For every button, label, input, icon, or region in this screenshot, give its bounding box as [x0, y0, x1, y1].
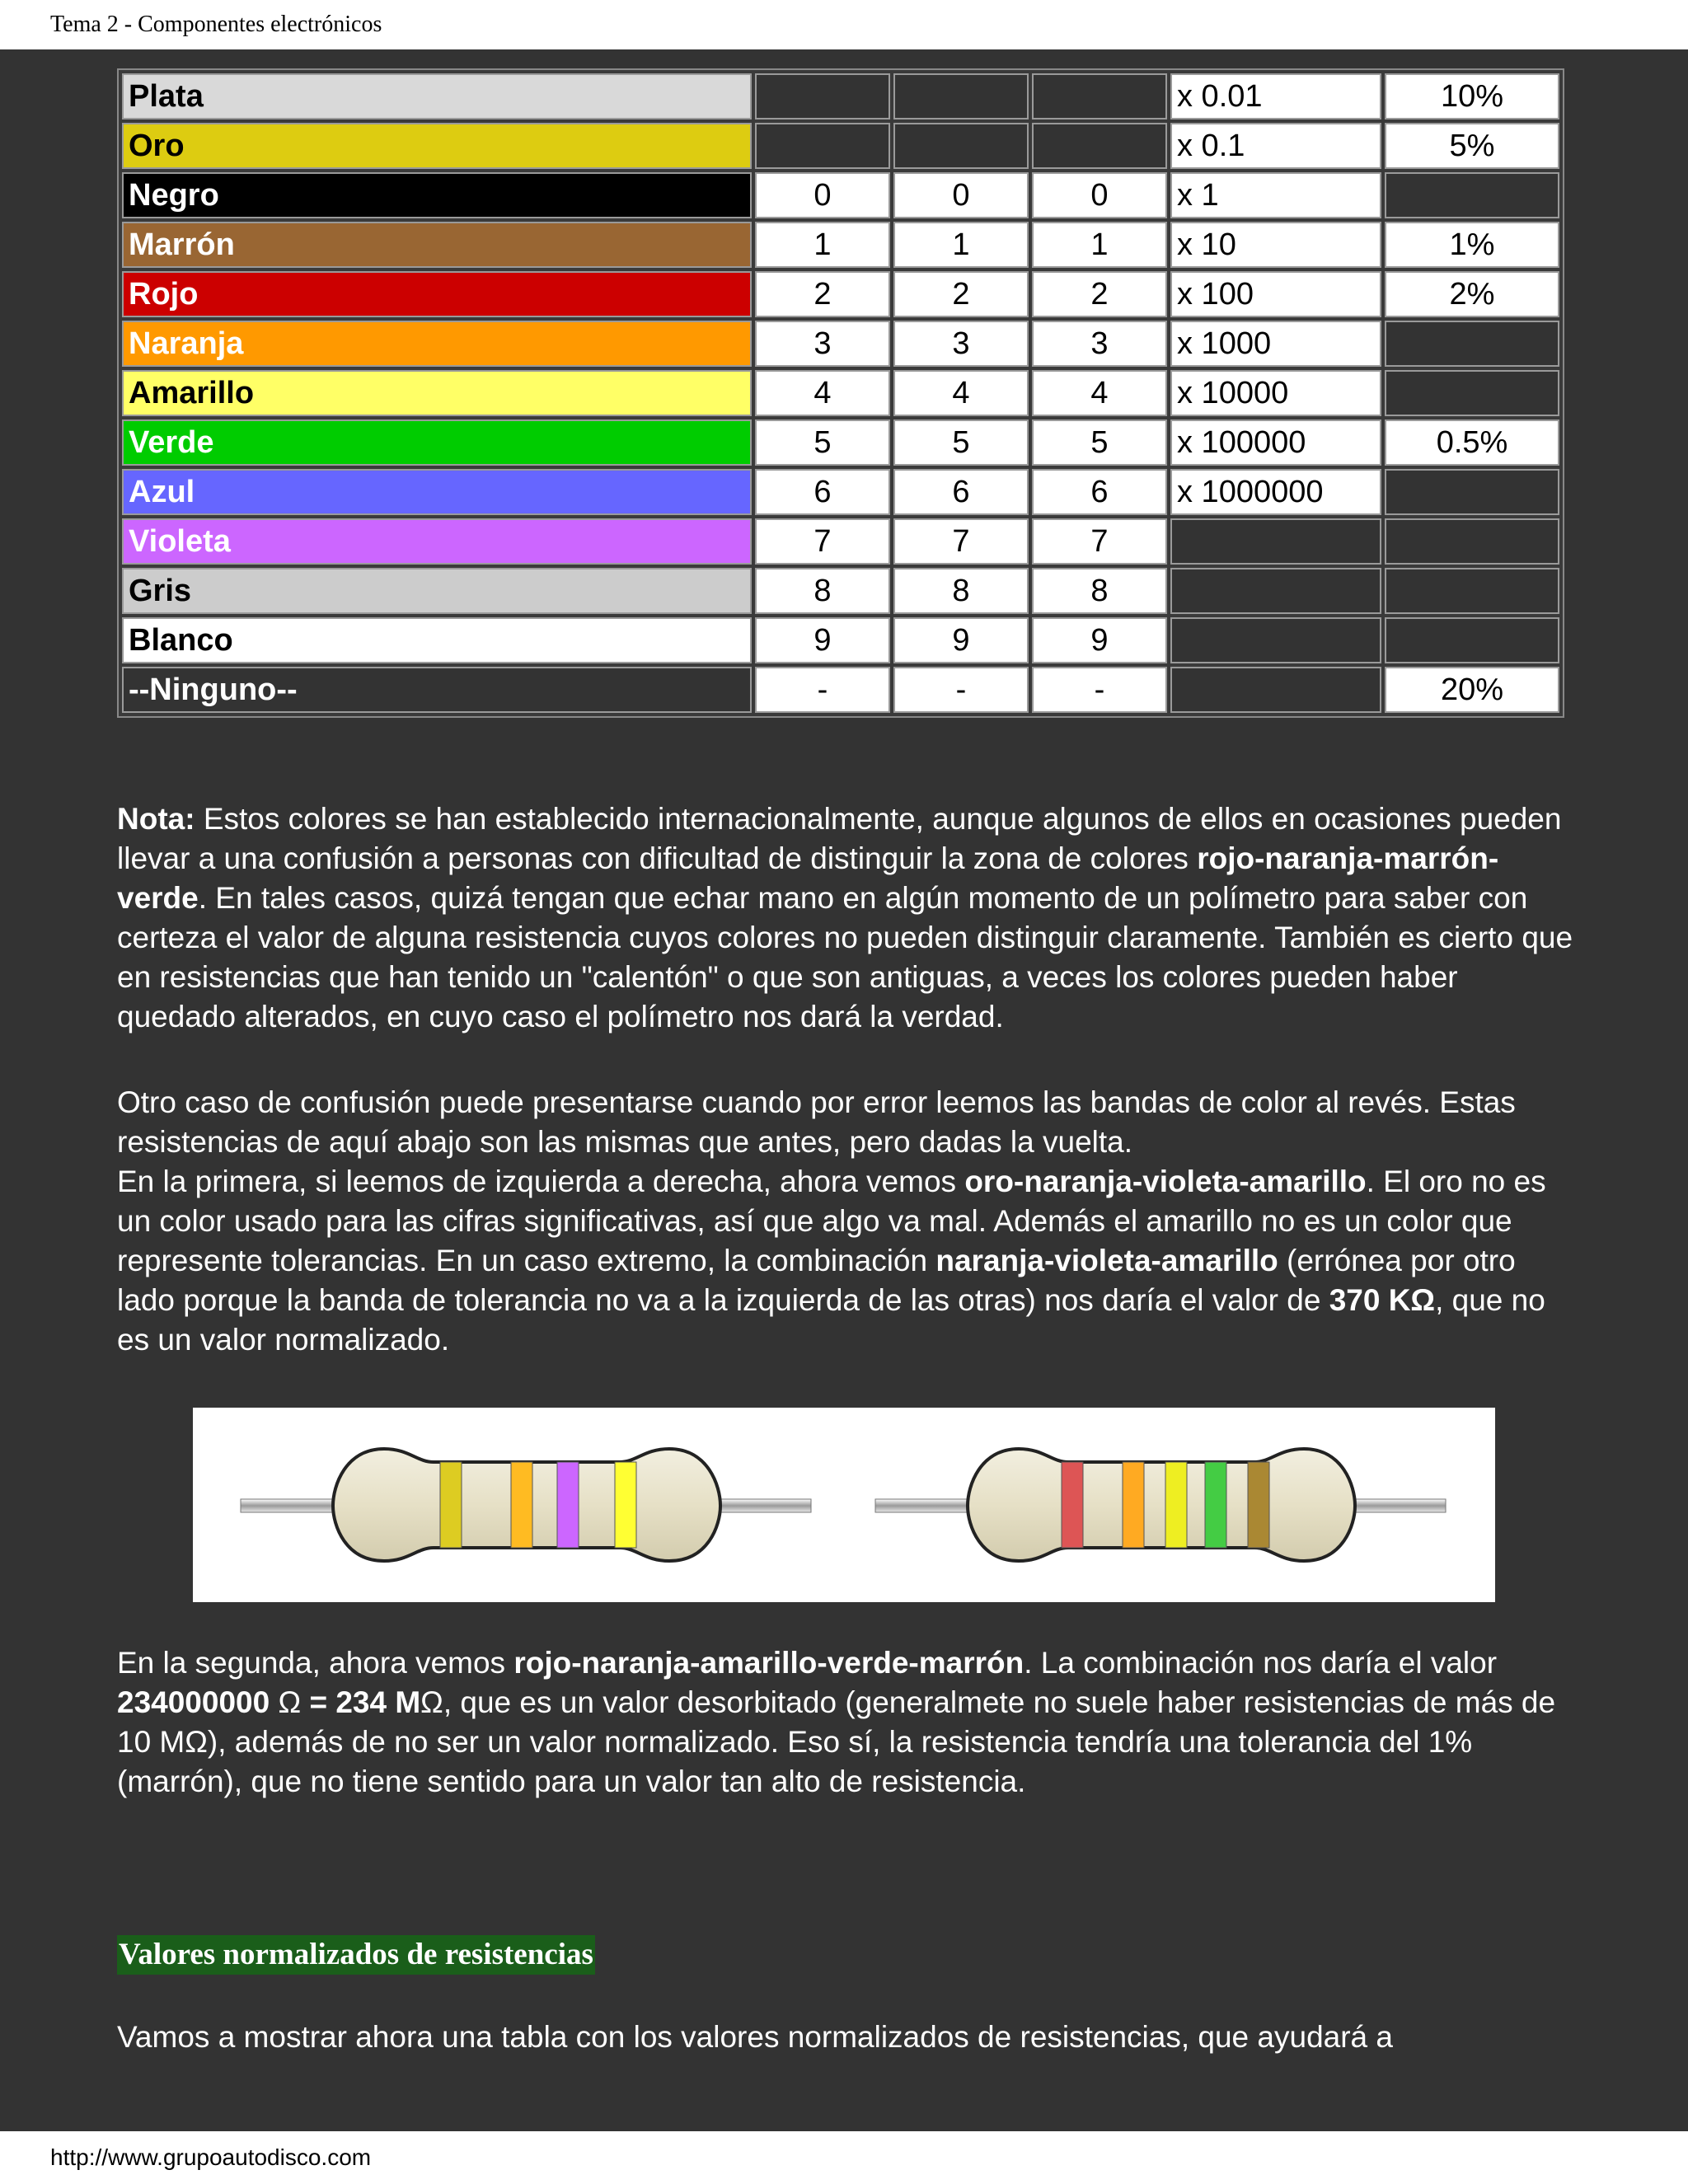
section-intro: Vamos a mostrar ahora una tabla con los valores normalizados de resistencias, que ayudará a — [117, 2020, 1393, 2054]
color-name-cell: Naranja — [122, 321, 752, 367]
digit-3-cell: 7 — [1032, 518, 1167, 565]
color-name-cell: Azul — [122, 469, 752, 515]
multiplier-cell — [1170, 568, 1381, 614]
tolerance-cell — [1385, 518, 1559, 565]
bold-value: 234000000 — [117, 1685, 270, 1719]
color-row — [122, 73, 1559, 120]
bold-value-mega: = 234 M — [309, 1685, 421, 1719]
color-name-cell: Rojo — [122, 271, 752, 317]
color-row — [122, 222, 1559, 268]
color-name-cell: Amarillo — [122, 370, 752, 416]
digit-3-cell: 6 — [1032, 469, 1167, 515]
digit-1-cell — [755, 73, 890, 120]
digit-3-cell: 1 — [1032, 222, 1167, 268]
digit-3-cell — [1032, 73, 1167, 120]
color-band — [440, 1462, 462, 1548]
tolerance-cell: 2% — [1385, 271, 1559, 317]
color-row — [122, 469, 1559, 515]
resistor-color-code-table — [117, 68, 1564, 718]
document-title: Tema 2 - Componentes electrónicos — [50, 12, 382, 37]
text-span: Ω, que es un valor desorbitado (generalmete no suele haber resistencias de más de 10 MΩ), además de no ser un valor normalizado. Eso sí, la resistencia tendría una tolerancia del 1% (marrón), que no tiene sentido para un valor tan alto de resistencia. — [117, 1685, 1556, 1798]
text-span: . La combinación nos daría el valor — [1024, 1646, 1498, 1680]
resistor-1 — [241, 1449, 811, 1561]
color-band — [511, 1462, 532, 1548]
digit-2-cell: 2 — [893, 271, 1029, 317]
color-row — [122, 667, 1559, 713]
confusion-paragraph — [117, 1083, 1576, 1360]
multiplier-cell — [1170, 518, 1381, 565]
digit-3-cell — [1032, 123, 1167, 169]
color-name-cell: Violeta — [122, 518, 752, 565]
color-name-cell: Plata — [122, 73, 752, 120]
bold-band-sequence: rojo-naranja-amarillo-verde-marrón — [513, 1646, 1025, 1680]
digit-3-cell: 9 — [1032, 617, 1167, 663]
confusion-first-resistor — [117, 1162, 1576, 1360]
digit-1-cell: 9 — [755, 617, 890, 663]
color-row — [122, 271, 1559, 317]
tolerance-cell: 5% — [1385, 123, 1559, 169]
text-span: Ω — [270, 1685, 310, 1719]
digit-1-cell: 4 — [755, 370, 890, 416]
multiplier-cell — [1170, 617, 1381, 663]
multiplier-cell: x 1 — [1170, 172, 1381, 218]
color-band — [615, 1462, 636, 1548]
digit-2-cell: 8 — [893, 568, 1029, 614]
multiplier-cell: x 100000 — [1170, 419, 1381, 466]
color-row — [122, 321, 1559, 367]
bold-value: 370 KΩ — [1329, 1283, 1436, 1317]
color-row — [122, 568, 1559, 614]
resistor-2 — [875, 1449, 1446, 1561]
digit-2-cell — [893, 73, 1029, 120]
tolerance-cell — [1385, 370, 1559, 416]
digit-2-cell: 1 — [893, 222, 1029, 268]
color-band — [1248, 1462, 1269, 1548]
digit-2-cell: 7 — [893, 518, 1029, 565]
multiplier-cell: x 0.1 — [1170, 123, 1381, 169]
section-heading: Valores normalizados de resistencias — [117, 1935, 595, 1975]
bold-band-sequence: oro-naranja-violeta-amarillo — [964, 1165, 1367, 1198]
digit-1-cell: - — [755, 667, 890, 713]
digit-2-cell — [893, 123, 1029, 169]
digit-1-cell — [755, 123, 890, 169]
page-header — [0, 0, 1688, 49]
digit-1-cell: 7 — [755, 518, 890, 565]
color-band — [1062, 1462, 1083, 1548]
multiplier-cell: x 0.01 — [1170, 73, 1381, 120]
digit-3-cell: 2 — [1032, 271, 1167, 317]
resistors-illustration — [193, 1408, 1495, 1602]
digit-3-cell: 4 — [1032, 370, 1167, 416]
multiplier-cell — [1170, 667, 1381, 713]
note-text-cont: . En tales casos, quizá tengan que echar mano en algún momento de un polímetro para saber con certeza el valor de alguna resistencia cuyos colores no pueden distinguir claramente. También es cierto que en resistencias que han tenido un "calentón" o que son antiguas, a veces los colores pueden haber quedado alterados, en cuyo caso el polímetro nos dará la verdad. — [117, 881, 1573, 1033]
color-row — [122, 123, 1559, 169]
tolerance-cell: 20% — [1385, 667, 1559, 713]
multiplier-cell: x 100 — [1170, 271, 1381, 317]
digit-2-cell: - — [893, 667, 1029, 713]
color-name-cell: --Ninguno-- — [122, 667, 752, 713]
digit-2-cell: 6 — [893, 469, 1029, 515]
text-span: (errónea por otro lado porque la banda de tolerancia no va a la izquierda de las otras) nos daría el valor de — [117, 1244, 1516, 1317]
color-name-cell: Gris — [122, 568, 752, 614]
note-paragraph — [117, 799, 1576, 1037]
digit-3-cell: 5 — [1032, 419, 1167, 466]
color-band — [1205, 1462, 1226, 1548]
color-row — [122, 419, 1559, 466]
text-span: . El oro no es un color usado para las cifras significativas, así que algo va mal. Además el amarillo no es un color que represente tolerancias. En un caso extremo, la combinación — [117, 1165, 1546, 1277]
multiplier-cell: x 10000 — [1170, 370, 1381, 416]
tolerance-cell: 1% — [1385, 222, 1559, 268]
color-row — [122, 370, 1559, 416]
multiplier-cell: x 1000 — [1170, 321, 1381, 367]
text-span: , que no es un valor normalizado. — [117, 1283, 1545, 1357]
tolerance-cell — [1385, 568, 1559, 614]
digit-2-cell: 5 — [893, 419, 1029, 466]
tolerance-cell — [1385, 321, 1559, 367]
color-name-cell: Negro — [122, 172, 752, 218]
digit-3-cell: 3 — [1032, 321, 1167, 367]
color-row — [122, 617, 1559, 663]
color-name-cell: Oro — [122, 123, 752, 169]
tolerance-cell: 0.5% — [1385, 419, 1559, 466]
color-row — [122, 172, 1559, 218]
digit-1-cell: 0 — [755, 172, 890, 218]
tolerance-cell — [1385, 172, 1559, 218]
digit-3-cell: 0 — [1032, 172, 1167, 218]
color-row — [122, 518, 1559, 565]
multiplier-cell: x 1000000 — [1170, 469, 1381, 515]
resistors-figure — [193, 1408, 1495, 1602]
digit-1-cell: 2 — [755, 271, 890, 317]
color-name-cell: Marrón — [122, 222, 752, 268]
tolerance-cell: 10% — [1385, 73, 1559, 120]
digit-1-cell: 1 — [755, 222, 890, 268]
second-resistor-paragraph — [117, 1643, 1576, 1802]
page-footer — [0, 2131, 1688, 2184]
digit-3-cell: 8 — [1032, 568, 1167, 614]
confusion-intro: Otro caso de confusión puede presentarse cuando por error leemos las bandas de color al revés. Estas resistencias de aquí abajo son las mismas que antes, pero dadas la vuelta. — [117, 1085, 1516, 1159]
note-label: Nota: — [117, 802, 195, 836]
digit-2-cell: 9 — [893, 617, 1029, 663]
color-band — [557, 1462, 579, 1548]
digit-2-cell: 4 — [893, 370, 1029, 416]
color-name-cell: Verde — [122, 419, 752, 466]
digit-3-cell: - — [1032, 667, 1167, 713]
multiplier-cell: x 10 — [1170, 222, 1381, 268]
digit-2-cell: 3 — [893, 321, 1029, 367]
note-text: Estos colores se han establecido internacionalmente, aunque algunos de ellos en ocasiones pueden llevar a una confusión a personas con dificultad de distinguir la zona de colores — [117, 802, 1562, 875]
color-name-cell: Blanco — [122, 617, 752, 663]
tolerance-cell — [1385, 469, 1559, 515]
note-bold-colors: rojo-naranja-marrón-verde — [117, 841, 1499, 915]
text-span: En la segunda, ahora vemos — [117, 1646, 514, 1680]
digit-1-cell: 5 — [755, 419, 890, 466]
resistor-body — [968, 1449, 1355, 1561]
digit-1-cell: 8 — [755, 568, 890, 614]
bold-combination: naranja-violeta-amarillo — [935, 1244, 1278, 1277]
digit-1-cell: 6 — [755, 469, 890, 515]
footer-url[interactable]: http://www.grupoautodisco.com — [50, 2144, 372, 2170]
text-span: En la primera, si leemos de izquierda a derecha, ahora vemos — [117, 1165, 965, 1198]
digit-1-cell: 3 — [755, 321, 890, 367]
digit-2-cell: 0 — [893, 172, 1029, 218]
tolerance-cell — [1385, 617, 1559, 663]
color-band — [1123, 1462, 1144, 1548]
color-band — [1165, 1462, 1187, 1548]
